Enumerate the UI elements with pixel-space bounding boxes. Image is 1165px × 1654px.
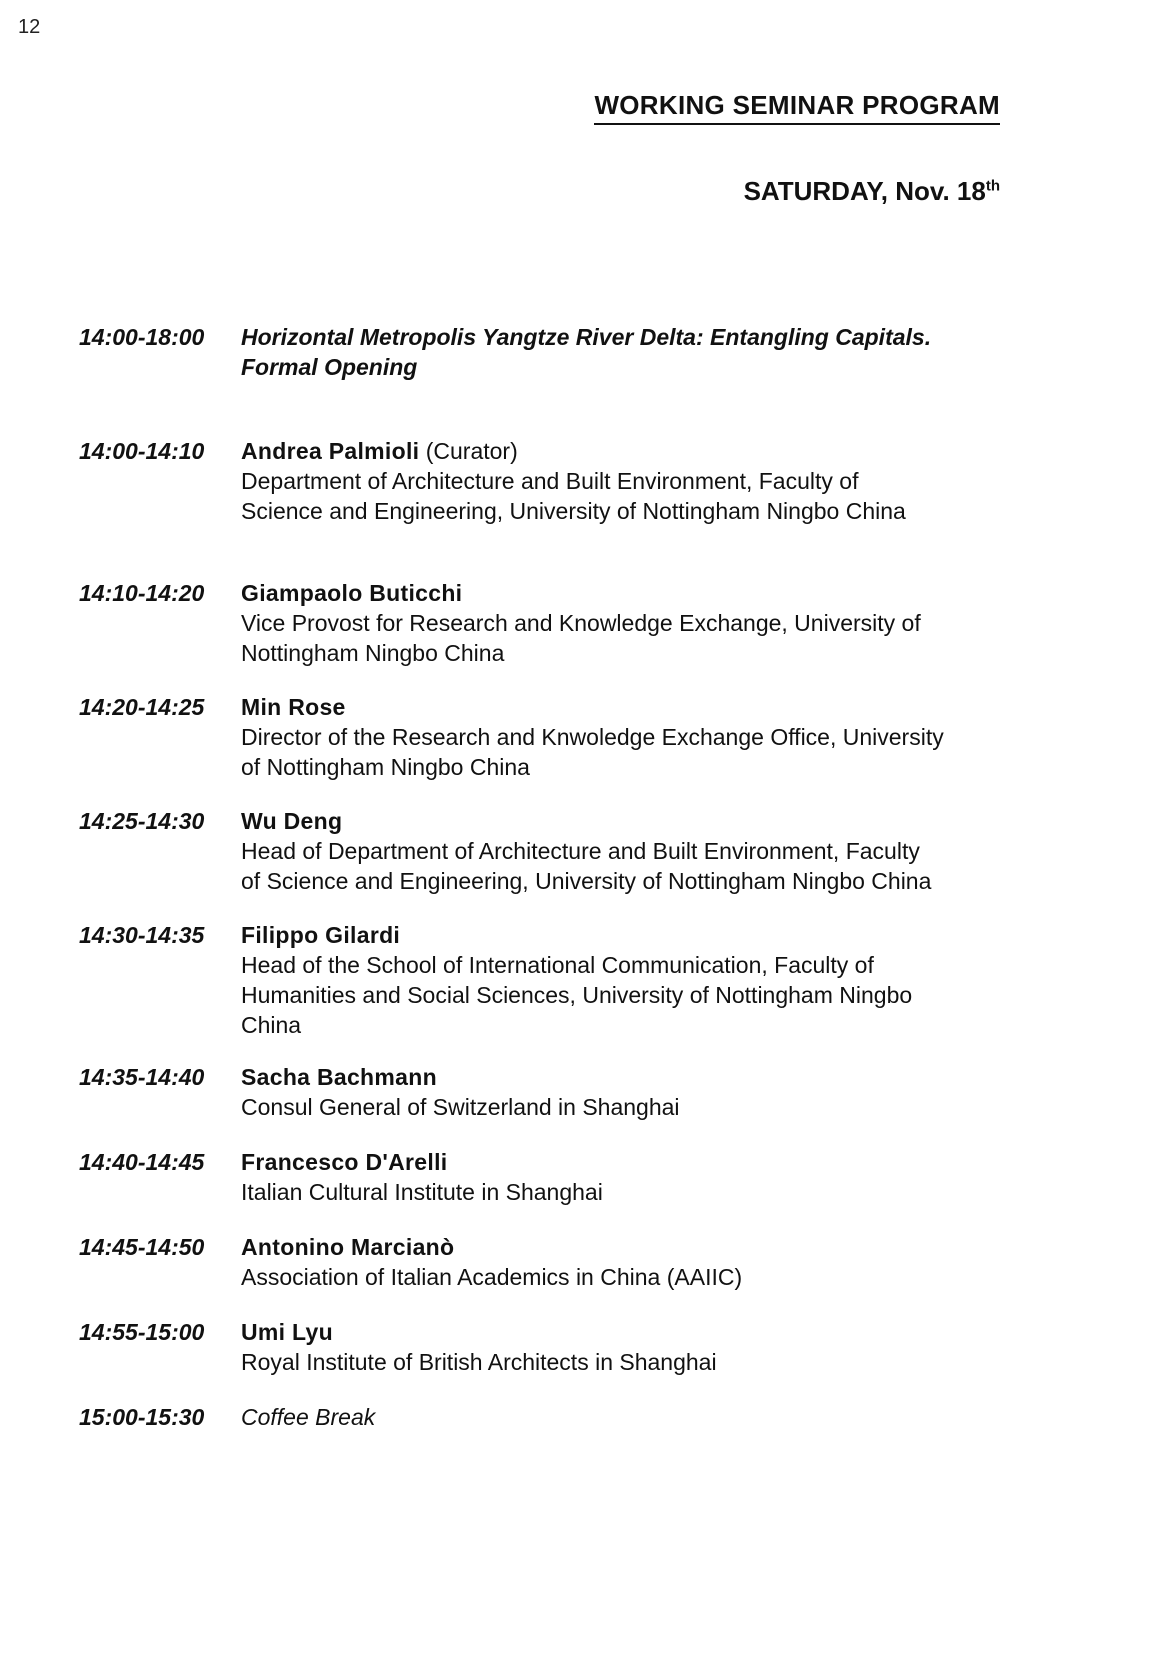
session-time: 14:00-14:10 (79, 438, 205, 464)
speaker-affiliation: Department of Architecture and Built Environment, Faculty of (241, 468, 859, 494)
speaker-affiliation: Head of Department of Architecture and Built Environment, Faculty (241, 838, 920, 864)
speaker-affiliation: China (241, 1012, 302, 1038)
session-title-line: Formal Opening (241, 354, 418, 380)
speaker-name: Antonino Marcianò (241, 1234, 455, 1260)
session-time: 14:10-14:20 (79, 580, 205, 606)
session-time: 14:25-14:30 (79, 808, 205, 834)
speaker-affiliation: Consul General of Switzerland in Shanghai (241, 1094, 680, 1120)
session-time: 14:45-14:50 (79, 1234, 205, 1260)
session-time: 14:00-18:00 (79, 324, 205, 350)
session-item (79, 1062, 1009, 1122)
speaker-affiliation: Science and Engineering, University of Nottingham Ningbo China (241, 498, 906, 524)
speaker-name: Umi Lyu (241, 1319, 333, 1345)
session-item (79, 692, 1009, 782)
session-break (79, 1402, 1009, 1432)
session-item (79, 1317, 1009, 1377)
program-title: WORKING SEMINAR PROGRAM (594, 90, 1000, 125)
speaker-affiliation: Humanities and Social Sciences, University of Nottingham Ningbo (241, 982, 913, 1008)
speaker-affiliation: of Science and Engineering, University of Nottingham Ningbo China (241, 868, 932, 894)
day-heading (744, 176, 1000, 207)
speaker-affiliation: Nottingham Ningbo China (241, 640, 505, 666)
day-label: SATURDAY, Nov. 18 (743, 176, 986, 206)
speaker-affiliation: of Nottingham Ningbo China (241, 754, 530, 780)
session-item (79, 806, 1009, 896)
speaker-affiliation: Head of the School of International Communication, Faculty of (241, 952, 874, 978)
speaker-name: Sacha Bachmann (241, 1064, 437, 1090)
speaker-affiliation: Vice Provost for Research and Knowledge Exchange, University of (241, 610, 921, 636)
break-title: Coffee Break (241, 1404, 376, 1430)
session-opening (79, 322, 1009, 382)
session-time: 15:00-15:30 (79, 1404, 205, 1430)
session-time: 14:35-14:40 (79, 1064, 205, 1090)
session-title-line: Horizontal Metropolis Yangtze River Delta: Entangling Capitals. (241, 324, 932, 350)
speaker-affiliation: Director of the Research and Knwoledge Exchange Office, University (241, 724, 944, 750)
speaker-name: Andrea Palmioli (241, 438, 420, 464)
speaker-name: Filippo Gilardi (241, 922, 401, 948)
speaker-name: Francesco D'Arelli (241, 1149, 448, 1175)
session-title (241, 322, 1009, 382)
session-item (79, 578, 1009, 668)
session-time: 14:40-14:45 (79, 1149, 205, 1175)
speaker-name: Giampaolo Buticchi (241, 580, 463, 606)
session-time: 14:55-15:00 (79, 1319, 205, 1345)
session-item (79, 1232, 1009, 1292)
speaker-line (241, 436, 1009, 466)
speaker-role: (Curator) (419, 438, 518, 464)
speaker-affiliation: Royal Institute of British Architects in Shanghai (241, 1349, 717, 1375)
session-item (79, 920, 1009, 1040)
speaker-affiliation: Association of Italian Academics in China (AAIIC) (241, 1264, 743, 1290)
session-item (79, 436, 1009, 526)
speaker-name: Wu Deng (241, 808, 343, 834)
speaker-affiliation: Italian Cultural Institute in Shanghai (241, 1179, 603, 1205)
session-time: 14:20-14:25 (79, 694, 205, 720)
speaker-name: Min Rose (241, 694, 346, 720)
session-time: 14:30-14:35 (79, 922, 205, 948)
session-item (79, 1147, 1009, 1207)
page-number: 12 (18, 16, 41, 38)
day-suffix: th (985, 177, 1000, 195)
